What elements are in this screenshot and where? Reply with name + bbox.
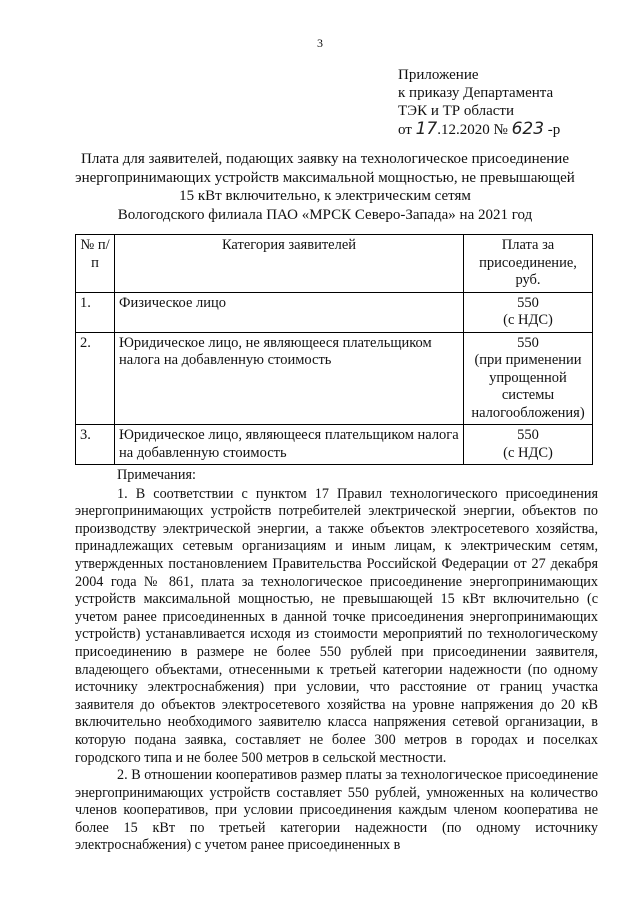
header-number: № п/п <box>76 235 115 293</box>
document-title <box>40 150 610 224</box>
fee-amount: 550 <box>517 294 539 311</box>
title-line-3: 15 кВт включительно, к электрическим сетям <box>179 188 471 204</box>
fee-note: (с НДС) <box>503 312 553 328</box>
date-rest: .12.2020 № <box>437 122 508 138</box>
row-fee <box>464 292 593 332</box>
row-category: Физическое лицо <box>115 292 464 332</box>
table-header-row <box>76 235 593 293</box>
notes-section <box>75 467 598 855</box>
appendix-line-2: к приказу Департамента <box>398 85 554 101</box>
date-prefix: от <box>398 122 412 138</box>
header-fee: Плата за присоединение, руб. <box>464 235 593 293</box>
title-line-1: Плата для заявителей, подающих заявку на технологическое присоединение <box>81 151 569 167</box>
fee-note: (при применении упрощенной системы налогообложения) <box>471 352 585 421</box>
note-item-2: 2. В отношении кооперативов размер платы за технологическое присоединение энергопринимающих устройств составляет 550 рублей, умноженных на количество членов кооперативов, при условии присоединения каждым членом кооператива не более 15 кВт по третьей категории надежности (по одному источнику электроснабжения) с учетом ранее присоединенных в <box>75 767 598 854</box>
date-day-handwritten: 17 <box>415 119 438 139</box>
row-number: 1. <box>76 292 115 332</box>
appendix-line-3: ТЭК и ТР области <box>398 103 514 119</box>
row-category: Юридическое лицо, являющееся плательщиком налога на добавленную стоимость <box>115 425 464 465</box>
order-number-handwritten: 623 <box>511 119 545 139</box>
appendix-date-line <box>398 120 560 139</box>
row-category: Юридическое лицо, не являющееся плательщиком налога на добавленную стоимость <box>115 332 464 425</box>
fee-note: (с НДС) <box>503 444 553 461</box>
table-row <box>76 425 593 465</box>
fee-amount: 550 <box>517 334 539 351</box>
appendix-line-1: Приложение <box>398 67 479 83</box>
order-suffix: -р <box>547 122 561 138</box>
header-category: Категория заявителей <box>115 235 464 293</box>
title-line-2: энергопринимающих устройств максимальной мощностью, не превышающей <box>75 169 575 186</box>
row-fee <box>464 425 593 465</box>
page-number: 3 <box>317 36 323 50</box>
fee-amount: 550 <box>517 427 539 443</box>
row-number: 3. <box>76 425 115 465</box>
appendix-block <box>398 66 560 139</box>
row-fee <box>464 332 593 425</box>
title-line-4: Вологодского филиала ПАО «МРСК Северо-Запада» на 2021 год <box>117 206 533 223</box>
table-row <box>76 292 593 332</box>
row-number: 2. <box>76 332 115 425</box>
notes-heading: Примечания: <box>117 467 196 483</box>
fees-table <box>75 234 593 465</box>
table-row <box>76 332 593 425</box>
note-item-1: 1. В соответствии с пунктом 17 Правил технологического присоединения энергопринимающих устройств потребителей электрической энергии, объектов по производству электрической энергии, а также объектов электросетевого хозяйства, принадлежащих сетевым организациям и иным лицам, к электрическим сетям, утвержденных постановлением Правительства Российской Федерации от 27 декабря 2004 года № 861, плата за технологическое присоединение энергопринимающих устройств максимальной мощностью, не превышающей 15 кВт включительно (с учетом ранее присоединенных в данной точке присоединения энергопринимающих устройств) устанавливается исходя из стоимости мероприятий по технологическому присоединению в размере не более 550 рублей при присоединении заявителя, владеющего объектами, отнесенными к третьей категории надежности (по одному источнику электроснабжения) при условии, что расстояние от границ участка заявителя до объектов электросетевого хозяйства на уровне напряжения до 20 кВ включительно необходимого заявителю класса напряжения сетевой организации, в которую подана заявка, составляет не более 300 метров в городах и поселках городского типа и не более 500 метров в сельской местности. <box>75 485 598 766</box>
